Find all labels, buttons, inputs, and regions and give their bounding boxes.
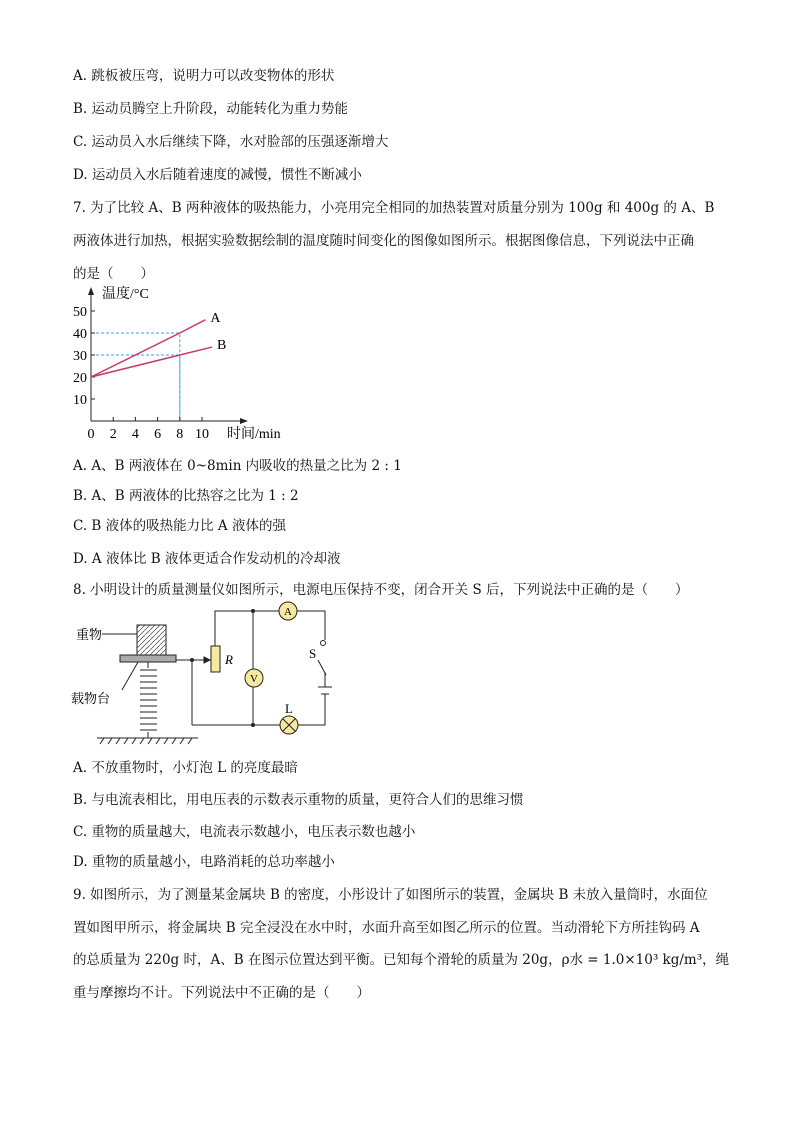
q7-option-d: D. A 液体比 B 液体更适合作发动机的冷却液 (73, 551, 341, 567)
q9-stem-3: 的总质量为 220g 时，A、B 在图示位置达到平衡。已知每个滑轮的质量为 20g，ρ水 = 1.0×10³ kg/m³，绳 (73, 952, 730, 968)
q9-stem-1: 9. 如图所示，为了测量某金属块 B 的密度，小彤设计了如图所示的装置，金属块 B 未放入量筒时，水面位 (73, 887, 708, 903)
label-V: V (250, 673, 258, 685)
label-A: A (284, 606, 292, 618)
x-tick-label: 2 (109, 427, 117, 442)
y-tick-label: 30 (73, 349, 87, 364)
q8-option-a: A. 不放重物时，小灯泡 L 的亮度最暗 (73, 760, 298, 776)
q7-stem-2: 两液体进行加热，根据实验数据绘制的温度随时间变化的图像如图所示。根据图像信息，下列说法中正确 (73, 233, 694, 249)
q9-stem-2: 置如图甲所示，将金属块 B 完全浸没在水中时，水面升高至如图乙所示的位置。当动滑轮下方所挂钩码 A (73, 920, 700, 936)
q8-option-c: C. 重物的质量越大，电流表示数越小，电压表示数也越小 (73, 824, 416, 840)
resistor-R (211, 646, 220, 672)
y-tick-label: 40 (73, 327, 87, 342)
q7-stem-1: 7. 为了比较 A、B 两种液体的吸热能力，小亮用完全相同的加热装置对质量分别为 100g 和 400g 的 A、B (73, 200, 715, 216)
y-tick-label: 10 (73, 393, 87, 408)
x-tick-label: 10 (195, 427, 209, 442)
y-tick-label: 50 (73, 305, 87, 320)
q7-option-b: B. A、B 两液体的比热容之比为 1 : 2 (73, 488, 299, 504)
weight-block (137, 625, 166, 655)
label-L: L (285, 701, 293, 716)
label-platform: 载物台 (71, 691, 111, 706)
q6-option-d: D. 运动员入水后随着速度的减慢，惯性不断减小 (73, 167, 362, 183)
q9-stem-4: 重与摩擦均不计。下列说法中不正确的是（ ） (73, 985, 370, 1001)
label-R: R (225, 652, 233, 667)
platform-leader (122, 662, 138, 690)
x-tick-label: 4 (131, 427, 139, 442)
series-label-A: A (210, 310, 221, 326)
x-tick-label: 0 (87, 427, 95, 442)
spring (140, 662, 157, 738)
q6-option-a: A. 跳板被压弯，说明力可以改变物体的形状 (73, 68, 335, 84)
switch-S (321, 641, 326, 646)
q8-stem: 8. 小明设计的质量测量仪如图所示，电源电压保持不变，闭合开关 S 后，下列说法中正确的是（ ） (73, 582, 689, 598)
y-axis-label: 温度/°C (102, 287, 149, 302)
q7-option-a: A. A、B 两液体在 0~8min 内吸收的热量之比为 2 : 1 (73, 458, 402, 474)
x-axis-label: 时间/min (227, 427, 281, 442)
platform (120, 655, 176, 662)
ground-hatch (100, 738, 192, 744)
q6-option-b: B. 运动员腾空上升阶段，动能转化为重力势能 (73, 101, 349, 117)
q7-stem-3: 的是（ ） (73, 266, 154, 282)
q7-option-c: C. B 液体的吸热能力比 A 液体的强 (73, 518, 286, 534)
x-tick-label: 6 (154, 427, 162, 442)
series-label-B: B (216, 338, 227, 354)
y-tick-label: 20 (73, 371, 87, 386)
q6-option-c: C. 运动员入水后继续下降，水对脸部的压强逐渐增大 (73, 134, 389, 150)
q8-option-d: D. 重物的质量越小，电路消耗的总功率越小 (73, 854, 335, 870)
x-tick-label: 8 (176, 427, 184, 442)
label-S: S (309, 646, 317, 661)
q8-option-b: B. 与电流表相比，用电压表的示数表示重物的质量，更符合人们的思维习惯 (73, 792, 524, 808)
label-weight: 重物 (76, 627, 103, 642)
